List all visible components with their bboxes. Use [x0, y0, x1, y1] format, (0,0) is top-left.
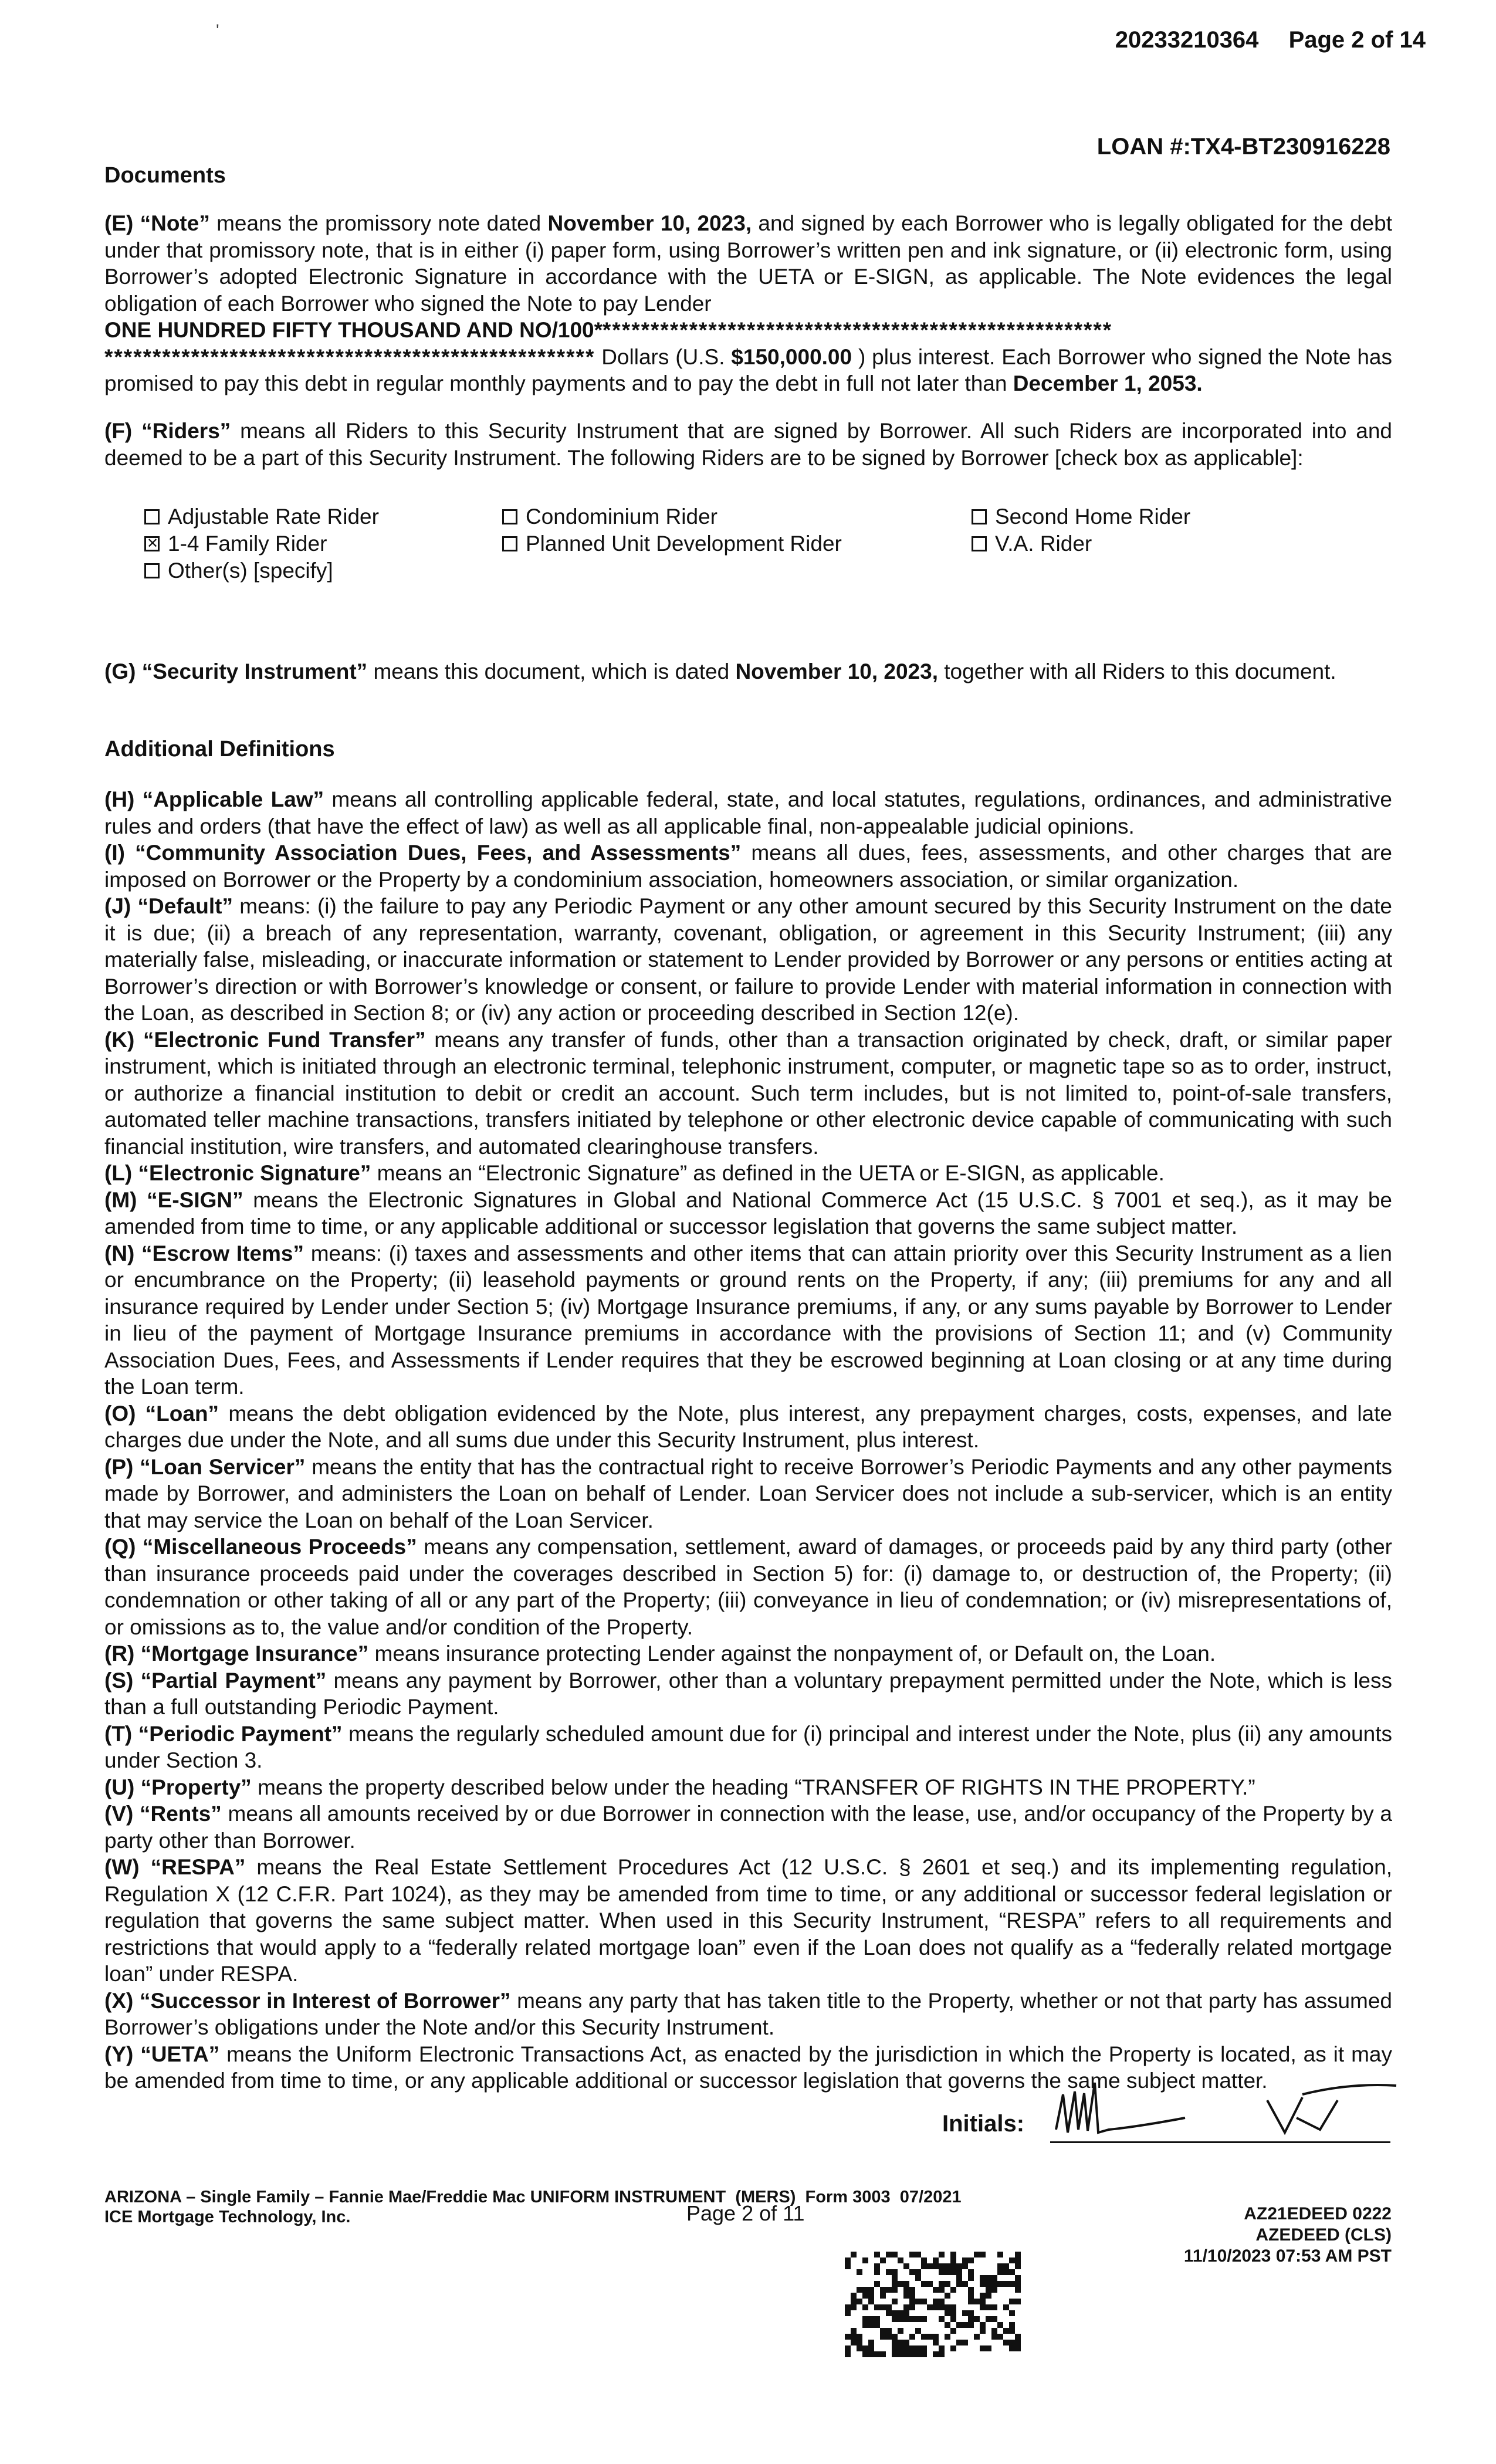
definition-item: [104, 840, 1392, 893]
definition-label: (O) “Loan”: [104, 1401, 219, 1426]
definition-label: (W) “RESPA”: [104, 1855, 246, 1879]
rider-option[interactable]: [502, 530, 972, 557]
definition-label: (G) “Security Instrument”: [104, 659, 368, 683]
definition-text: means the Uniform Electronic Transactions Act, as enacted by the jurisdiction in which the Property is located, as it may be amended from time to time, or any applicable additional or successor legislation that governs the same subject matter.: [104, 2042, 1392, 2093]
definition-text: means the entity that has the contractual right to receive Borrower’s Periodic Payments and any other payments made by Borrower, and administers the Loan on behalf of Lender. Loan Servicer does not include a sub-servicer, which is an entity that may service the Loan on behalf of the Loan Servicer.: [104, 1454, 1392, 1532]
rider-option[interactable]: [972, 530, 1382, 557]
document-codes: [1184, 2204, 1392, 2267]
form-footer: [104, 2187, 962, 2227]
form-mers: (MERS): [735, 2188, 796, 2206]
definition-label: (U) “Property”: [104, 1775, 252, 1799]
definition-label: (V) “Rents”: [104, 1802, 222, 1826]
definition-text: means any party that has taken title to the Property, whether or not that party has assumed Borrower’s obligations under the Note and/or this Security Instrument.: [104, 1988, 1392, 2039]
document-number: 20233210364: [1115, 27, 1259, 53]
rider-label: V.A. Rider: [995, 532, 1092, 556]
definition-label: (X) “Successor in Interest of Borrower”: [104, 1988, 511, 2013]
definition-text: together with all Riders to this document.: [938, 659, 1336, 683]
note-date: November 10, 2023,: [547, 211, 752, 235]
form-code-cls: AZEDEED (CLS): [1255, 2225, 1392, 2245]
definition-item: [104, 1721, 1392, 1774]
definition-item: [104, 1667, 1392, 1721]
page-indicator: Page 2 of 14: [1288, 27, 1426, 53]
form-title: ARIZONA – Single Family – Fannie Mae/Freddie Mac UNIFORM INSTRUMENT: [104, 2188, 726, 2206]
definition-label: (I) “Community Association Dues, Fees, and Assessments”: [104, 841, 742, 865]
definition-item: [104, 893, 1392, 1027]
rider-checkbox[interactable]: [972, 509, 987, 524]
rider-option[interactable]: [144, 530, 502, 557]
rider-checkbox[interactable]: [502, 536, 517, 551]
definition-text: means insurance protecting Lender against the nonpayment of, or Default on, the Loan.: [368, 1641, 1216, 1666]
definition-item: [104, 1640, 1392, 1667]
definition-text: means all amounts received by or due Borrower in connection with the lease, use, and/or occupancy of the Property by a party other than Borrower.: [104, 1802, 1393, 1853]
definition-label: (S) “Partial Payment”: [104, 1668, 327, 1693]
page-header: [1092, 27, 1426, 53]
definition-label: (P) “Loan Servicer”: [104, 1454, 306, 1479]
definition-label: (Q) “Miscellaneous Proceeds”: [104, 1535, 417, 1559]
definition-label: (E) “Note”: [104, 211, 210, 235]
definition-text: and signed by each Borrower who is legally obligated for the debt under that promissory note, that is in either (i) paper form, using Borrower’s written pen and ink signature, or (ii) electronic form, using Borrower’s adopted Electronic Signature in accordance with the UETA or E-SIGN, as applicable. The Note evidences the legal obligation of each Borrower who signed the Note to pay Lender: [104, 211, 1392, 316]
definition-text: Dollars (U.S.: [595, 344, 732, 369]
definition-riders: [104, 418, 1392, 471]
rider-checkbox[interactable]: [144, 536, 160, 551]
instrument-date: November 10, 2023,: [735, 659, 938, 683]
rider-option[interactable]: [972, 503, 1382, 530]
definition-text: means all Riders to this Security Instrument that are signed by Borrower. All such Riders are incorporated into and deemed to be a part of this Security Instrument. The following Riders are to be signed by Borrower [check box as applicable]:: [104, 419, 1392, 470]
print-timestamp: 11/10/2023 07:53 AM PST: [1183, 2246, 1392, 2266]
definition-label: (K) “Electronic Fund Transfer”: [104, 1027, 426, 1052]
rider-label: Planned Unit Development Rider: [526, 532, 842, 556]
definition-text: means any transfer of funds, other than a transaction originated by check, draft, or similar paper instrument, which is initiated through an electronic terminal, telephonic instrument, computer, or magnetic tape so as to order, instruct, or authorize a financial institution to debit or credit an account. Such term includes, but is not limited to, point-of-sale transfers, automated teller machine transactions, transfers initiated by telephone or other electronic device capable of communicating with such financial institution, wire transfers, and automated clearinghouse transfers.: [104, 1027, 1393, 1159]
definition-label: (F) “Riders”: [104, 419, 231, 443]
maturity-date: December 1, 2053.: [1013, 371, 1203, 395]
definition-label: (R) “Mortgage Insurance”: [104, 1641, 369, 1666]
definition-text: means all controlling applicable federal, state, and local statutes, regulations, ordinances, and administrative rules and orders (that have the effect of law) as well as all applicable final, non-appealable judicial opinions.: [104, 787, 1392, 838]
rider-checkbox[interactable]: [502, 509, 517, 524]
form-date: 07/2021: [899, 2188, 962, 2206]
vendor-name: ICE Mortgage Technology, Inc.: [104, 2208, 351, 2226]
definition-item: [104, 1534, 1392, 1640]
form-page-number: Page 2 of 11: [686, 2201, 805, 2225]
rider-label: Adjustable Rate Rider: [168, 505, 379, 529]
definition-item: [104, 1240, 1392, 1400]
definition-item: [104, 1774, 1392, 1801]
definition-label: (N) “Escrow Items”: [104, 1241, 304, 1265]
rider-checkbox[interactable]: [144, 509, 160, 524]
definition-text: means the property described below under the heading “TRANSFER OF RIGHTS IN THE PROPERTY.”: [251, 1775, 1255, 1799]
rider-option[interactable]: [144, 557, 502, 584]
rider-checkbox[interactable]: [972, 536, 987, 551]
margin-mark: ': [216, 21, 219, 40]
definition-label: (L) “Electronic Signature”: [104, 1161, 371, 1185]
rider-label: Other(s) [specify]: [168, 559, 333, 583]
definition-label: (T) “Periodic Payment”: [104, 1721, 343, 1746]
definition-label: (J) “Default”: [104, 894, 233, 918]
definition-item: [104, 1800, 1392, 1854]
rider-label: Second Home Rider: [995, 505, 1191, 529]
definition-text: means the regularly scheduled amount due for (i) principal and interest under the Note, plus (ii) any amounts under Section 3.: [104, 1721, 1392, 1772]
form-code: AZ21EDEED 0222: [1244, 2204, 1392, 2223]
definition-text: means the Real Estate Settlement Procedures Act (12 U.S.C. § 2601 et seq.) and its implementing regulation, Regulation X (12 C.F.R. Part 1024), as they may be amended from time to time, or any additional or successor federal legislation or regulation that governs the same subject matter. When used in this Security Instrument, “RESPA” refers to all requirements and restrictions that would apply to a “federally related mortgage loan” even if the Loan does not qualify as a “federally related mortgage loan” under RESPA.: [104, 1855, 1392, 1986]
definition-label: (M) “E-SIGN”: [104, 1187, 243, 1212]
definition-text: means this document, which is dated: [367, 659, 736, 683]
definition-text: means: (i) taxes and assessments and other items that can attain priority over this Security Instrument as a lien or encumbrance on the Property; (ii) leasehold payments or ground rents on the Property, if any; (iii) premiums for any and all insurance required by Lender under Section 5; (iv) Mortgage Insurance premiums, if any, or any sums payable by Borrower to Lender in lieu of the payment of Mortgage Insurance premiums in accordance with the provisions of Section 11; and (v) Community Association Dues, Fees, and Assessments if Lender requires that they be escrowed beginning at Loan closing or at any time during the Loan term.: [104, 1241, 1392, 1399]
loan-amount: $150,000.00: [731, 344, 852, 369]
definition-item: [104, 1400, 1392, 1454]
definition-item: [104, 786, 1392, 840]
definition-label: (H) “Applicable Law”: [104, 787, 324, 811]
definition-text: means all dues, fees, assessments, and other charges that are imposed on Borrower or the Property by a condominium association, homeowners association, or similar organization.: [104, 841, 1392, 892]
definition-text: means an “Electronic Signature” as defined in the UETA or E-SIGN, as applicable.: [371, 1161, 1165, 1185]
definition-security-instrument: [104, 658, 1392, 685]
rider-checklist: [144, 503, 1406, 584]
rider-label: 1-4 Family Rider: [168, 532, 327, 556]
fill-stars: *****************************************************: [603, 318, 1113, 342]
initials-line: [1050, 2141, 1390, 2143]
additional-definitions-heading: Additional Definitions: [104, 737, 335, 761]
loan-amount-words: ONE HUNDRED FIFTY THOUSAND AND NO/100*: [104, 318, 603, 342]
definition-item: [104, 1160, 1392, 1187]
initials-label: Initials:: [942, 2111, 1025, 2137]
definition-label: (Y) “UETA”: [104, 2042, 220, 2066]
definition-item: [104, 1854, 1392, 1988]
borrower-initials-signature: [1044, 2077, 1408, 2141]
definition-text: means the Electronic Signatures in Global and National Commerce Act (15 U.S.C. § 7001 et seq.), as it may be amended from time to time, or any applicable additional or successor legislation that governs the same subject matter.: [104, 1187, 1393, 1238]
definition-note: [104, 210, 1392, 397]
barcode-icon: [845, 2252, 1021, 2357]
definition-item: [104, 1454, 1392, 1534]
definition-text: means any payment by Borrower, other than a voluntary prepayment permitted under the Note, which is less than a full outstanding Periodic Payment.: [104, 1668, 1392, 1719]
fill-stars: ***************************************************: [104, 344, 595, 369]
rider-option[interactable]: [502, 503, 972, 530]
definition-text: means: (i) the failure to pay any Periodic Payment or any other amount secured by this Security Instrument on the date it is due; (ii) a breach of any representation, warranty, covenant, obligation, or agreement in this Security Instrument; (iii) any materially false, misleading, or inaccurate information or statement to Lender provided by Borrower or any persons or entities acting at Borrower’s direction or with Borrower’s knowledge or consent, or failure to provide Lender with material information in connection with the Loan, as described in Section 8; or (iv) any action or proceeding described in Section 12(e).: [104, 894, 1392, 1025]
definition-item: [104, 1988, 1392, 2041]
definition-text: ) plus interest. Each Borrower who signed the Note has promised to pay this debt in regular monthly payments and to pay the debt in full not later than: [104, 344, 1392, 395]
rider-label: Condominium Rider: [526, 505, 717, 529]
definition-text: means the debt obligation evidenced by the Note, plus interest, any prepayment charges, costs, expenses, and late charges due under the Note, and all sums due under this Security Instrument, plus interest.: [104, 1401, 1392, 1452]
definition-item: [104, 1027, 1392, 1160]
section-title: Documents: [104, 163, 226, 188]
form-number: Form 3003: [805, 2188, 891, 2206]
rider-checkbox[interactable]: [144, 563, 160, 578]
rider-option[interactable]: [144, 503, 502, 530]
loan-number: LOAN #:TX4-BT230916228: [1096, 134, 1390, 160]
definitions-list: [104, 786, 1392, 2094]
definition-item: [104, 1187, 1392, 1240]
definition-text: means any compensation, settlement, award of damages, or proceeds paid by any third party (other than insurance proceeds paid under the coverages described in Section 5) for: (i) damage to, or destruction of, the Property; (ii) condemnation or other taking of all or any part of the Property; (iii) conveyance in lieu of condemnation; or (iv) misrepresentations of, or omissions as to, the value and/or condition of the Property.: [104, 1535, 1392, 1639]
definition-text: means the promissory note dated: [209, 211, 548, 235]
